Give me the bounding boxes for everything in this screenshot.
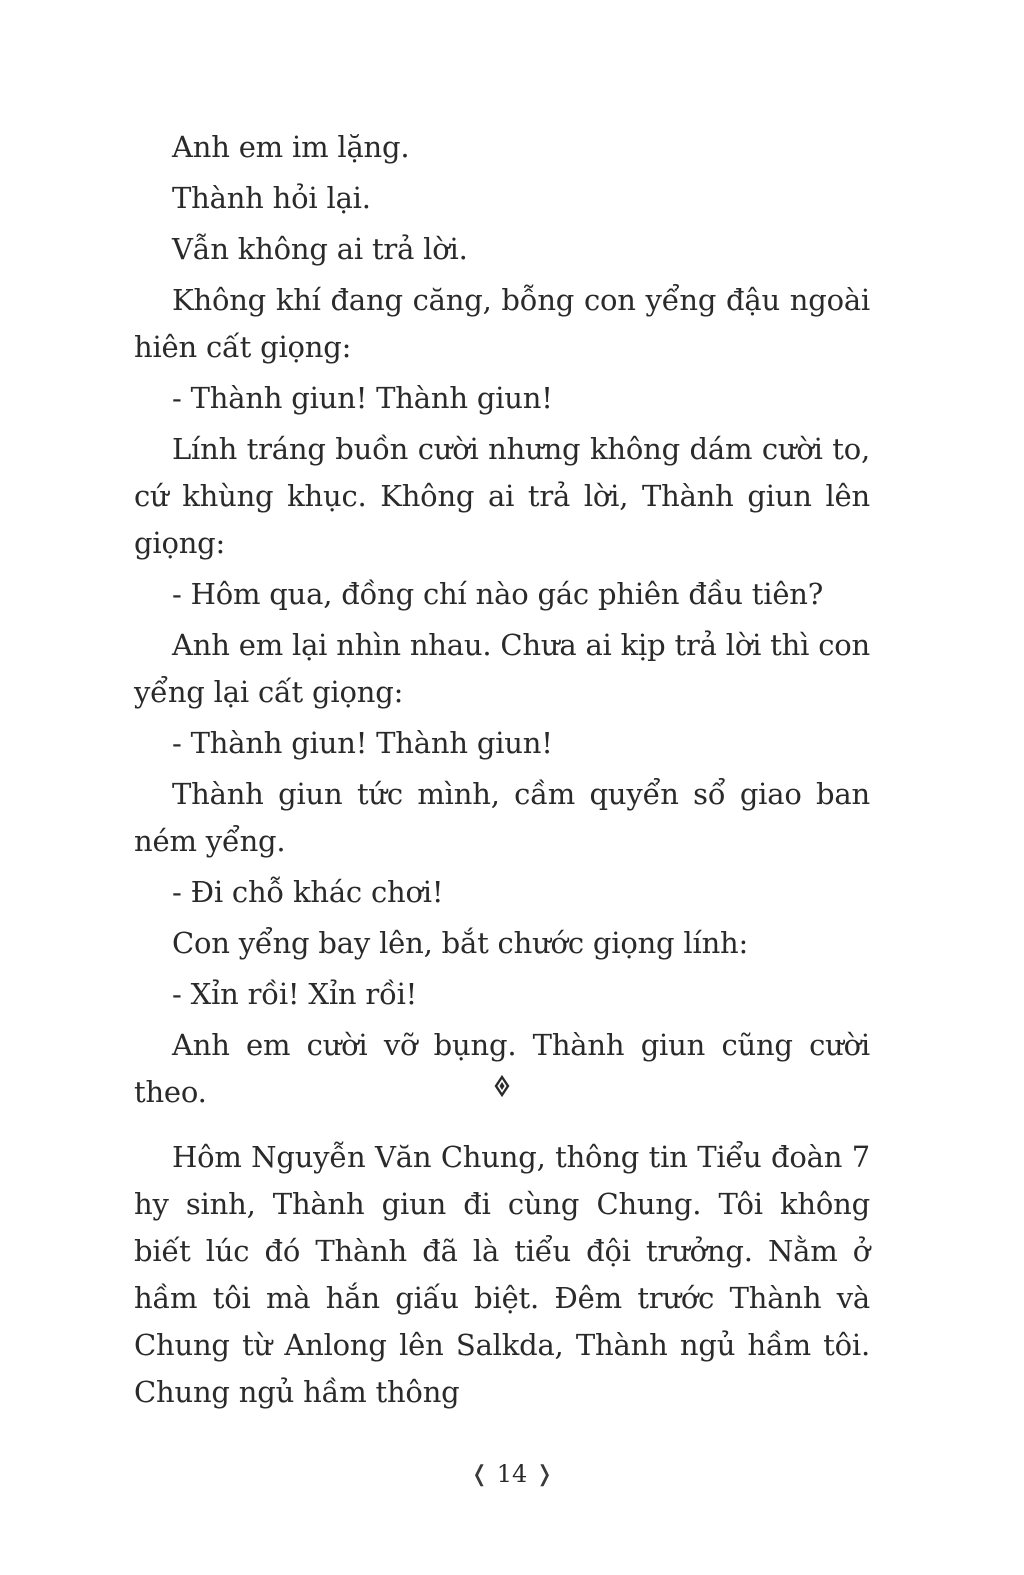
paragraph: Không khí đang căng, bỗng con yểng đậu ngoài hiên cất giọng: [134, 283, 870, 364]
page-number-value: 14 [496, 1460, 528, 1488]
paragraph: Vẫn không ai trả lời. [172, 232, 468, 266]
paragraph: Anh em lại nhìn nhau. Chưa ai kịp trả lời thì con yểng lại cất giọng: [134, 628, 870, 709]
paragraph: Anh em cười vỡ bụng. Thành giun cũng cười theo. [134, 1028, 870, 1109]
paragraph: Anh em im lặng. [172, 130, 410, 164]
text-block-bottom [134, 1134, 870, 1420]
paragraph: Thành hỏi lại. [172, 181, 371, 215]
diamond-ornament-icon [492, 1074, 512, 1098]
paragraph: Hôm Nguyễn Văn Chung, thông tin Tiểu đoàn 7 hy sinh, Thành giun đi cùng Chung. Tôi không biết lúc đó Thành đã là tiểu đội trưởng. Nằm ở hầm tôi mà hắn giấu biệt. Đêm trước Thành và Chung từ Anlong lên Salkda, Thành ngủ hầm tôi. Chung ngủ hầm thông [134, 1140, 870, 1409]
paragraph: - Xỉn rồi! Xỉn rồi! [172, 977, 418, 1011]
paragraph: Thành giun tức mình, cầm quyển sổ giao ban ném yểng. [134, 777, 870, 858]
paragraph: - Thành giun! Thành giun! [172, 381, 553, 415]
paragraph: - Thành giun! Thành giun! [172, 726, 553, 760]
paragraph: Con yểng bay lên, bắt chước giọng lính: [172, 926, 749, 960]
left-bracket-icon: ❬ [470, 1462, 489, 1487]
paragraph: - Hôm qua, đồng chí nào gác phiên đầu tiên? [172, 577, 824, 611]
paragraph: Lính tráng buồn cười nhưng không dám cười to, cứ khùng khục. Không ai trả lời, Thành giun lên giọng: [134, 432, 870, 560]
text-block-top [134, 124, 870, 1120]
page-number [412, 1454, 612, 1495]
paragraph: - Đi chỗ khác chơi! [172, 875, 444, 909]
right-bracket-icon: ❭ [535, 1462, 554, 1487]
